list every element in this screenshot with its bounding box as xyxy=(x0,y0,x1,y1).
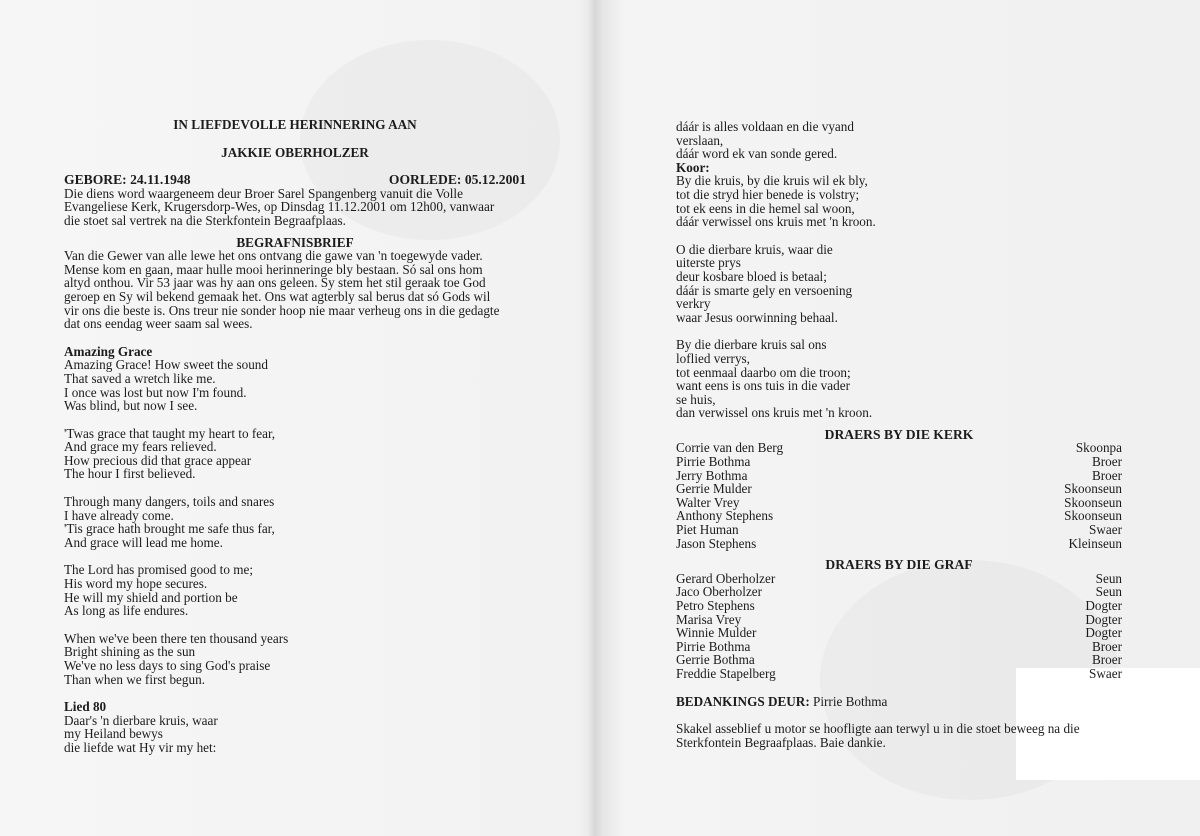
bearer-name: Walter Vrey xyxy=(676,494,740,510)
bearer-relation: Broer xyxy=(1091,638,1122,654)
lyric-line: Through many dangers, toils and snares xyxy=(64,494,275,510)
bearer-row xyxy=(676,509,1122,523)
lyric-line: The hour I first believed. xyxy=(64,466,196,482)
birth-date: GEBORE: 24.11.1948 xyxy=(64,172,191,188)
bearer-relation: Skoonseun xyxy=(1064,508,1122,524)
text-line: Die diens word waargeneem deur Broer Sarel Spangenberg vanuit die Volle xyxy=(64,185,463,201)
bearer-name: Gerard Oberholzer xyxy=(676,570,776,586)
closing-notice xyxy=(676,722,1122,749)
text-line: altyd onthou. Vir 53 jaar was hy aan ons geleen. Sy stem het stil geraak toe God xyxy=(64,275,486,291)
bearer-row xyxy=(676,537,1122,551)
bearer-name: Gerrie Mulder xyxy=(676,481,752,497)
lyric-line: verslaan, xyxy=(676,132,724,148)
bearer-relation: Kleinseun xyxy=(1068,535,1122,551)
lyric-line: That saved a wretch like me. xyxy=(64,370,216,386)
funeral-letter xyxy=(64,249,526,331)
lyric-line: Bright shining as the sun xyxy=(64,644,196,660)
text-line: dat ons eendag weer saam sal wees. xyxy=(64,316,253,332)
bearer-relation: Broer xyxy=(1091,467,1122,483)
bearer-relation: Dogter xyxy=(1085,598,1122,613)
bearer-row xyxy=(676,496,1122,510)
lyric-line: tot eenmaal daarbo om die troon; xyxy=(676,364,851,380)
lyric-line: waar Jesus oorwinning behaal. xyxy=(676,309,838,325)
text-line: Skakel asseblief u motor se hoofligte aan terwyl u in die stoet beweeg na die xyxy=(676,721,1080,737)
song-title: Amazing Grace xyxy=(64,343,153,359)
grave-bearers-title: DRAERS BY DIE GRAF xyxy=(825,557,973,573)
lyric-line: se huis, xyxy=(676,391,716,407)
lyric-line: And grace will lead me home. xyxy=(64,534,223,550)
text-line: Van die Gewer van alle lewe het ons ontvang die gawe van 'n toegewyde vader. xyxy=(64,248,483,264)
bearer-name: Winnie Mulder xyxy=(676,625,757,641)
lyric-line: dáár verwissel ons kruis met 'n kroon. xyxy=(676,214,876,230)
lyric-line: dáár is alles voldaan en die vyand xyxy=(676,119,854,134)
memorial-heading: IN LIEFDEVOLLE HERINNERING AAN xyxy=(173,117,417,132)
bearer-relation: Broer xyxy=(1091,454,1122,470)
song-verse xyxy=(64,427,526,481)
bearer-relation: Dogter xyxy=(1085,625,1122,641)
bearer-row xyxy=(676,613,1122,627)
bearer-relation: Seun xyxy=(1095,570,1122,586)
bearer-row xyxy=(676,482,1122,496)
thanks-name: Pirrie Bothma xyxy=(813,693,888,709)
bearer-row xyxy=(676,626,1122,640)
bearer-name: Jerry Bothma xyxy=(676,467,748,483)
lyric-line: He will my shield and portion be xyxy=(64,589,238,605)
right-page xyxy=(676,120,1122,749)
chorus-label: Koor: xyxy=(676,159,710,175)
bearer-relation: Seun xyxy=(1095,584,1122,600)
page-fold xyxy=(588,0,602,836)
bearer-name: Anthony Stephens xyxy=(676,508,774,524)
left-page xyxy=(64,118,526,755)
bearer-row xyxy=(676,441,1122,455)
song-verse xyxy=(64,495,526,549)
bearer-name: Marisa Vrey xyxy=(676,611,742,627)
church-bearers-list xyxy=(676,441,1122,550)
lyric-line: I have already come. xyxy=(64,507,174,523)
bearer-name: Gerrie Bothma xyxy=(676,652,755,668)
death-date: OORLEDE: 05.12.2001 xyxy=(388,172,526,188)
lyric-line: Amazing Grace! How sweet the sound xyxy=(64,357,268,373)
lyric-line: And grace my fears relieved. xyxy=(64,439,217,455)
bearer-row xyxy=(676,585,1122,599)
lyric-line: loflied verrys, xyxy=(676,350,750,366)
lyric-line: my Heiland bewys xyxy=(64,726,163,742)
song-title: Lied 80 xyxy=(64,699,107,715)
bearer-name: Piet Human xyxy=(676,522,739,538)
bearer-row xyxy=(676,469,1122,483)
bearer-row xyxy=(676,653,1122,667)
church-bearers-title: DRAERS BY DIE KERK xyxy=(824,426,974,442)
bearer-relation: Dogter xyxy=(1085,611,1122,627)
letter-title: BEGRAFNISBRIEF xyxy=(236,234,354,250)
bearer-name: Corrie van den Berg xyxy=(676,440,784,456)
bearer-relation: Skoonpa xyxy=(1075,440,1122,456)
lyric-line: The Lord has promised good to me; xyxy=(64,562,253,578)
bearer-row xyxy=(676,455,1122,469)
song-verse xyxy=(64,714,526,755)
song-verse xyxy=(64,632,526,686)
bearer-row xyxy=(676,667,1122,681)
song-verse xyxy=(64,358,526,412)
song-verse xyxy=(676,120,1122,229)
life-dates xyxy=(64,173,526,187)
bearer-name: Jaco Oberholzer xyxy=(676,584,763,600)
lyric-line: die liefde wat Hy vir my het: xyxy=(64,739,217,755)
lyric-line: We've no less days to sing God's praise xyxy=(64,658,271,673)
bearer-name: Petro Stephens xyxy=(676,598,755,613)
text-line: Evangeliese Kerk, Krugersdorp-Wes, op Dinsdag 11.12.2001 om 12h00, vanwaar xyxy=(64,199,495,215)
thanks-label: BEDANKINGS DEUR: xyxy=(676,693,810,709)
lyric-line: By die dierbare kruis sal ons xyxy=(676,337,827,353)
lyric-line: tot ek eens in die hemel sal woon, xyxy=(676,200,855,216)
bearer-relation: Skoonseun xyxy=(1064,481,1122,497)
lyric-line: uiterste prys xyxy=(676,255,741,271)
lyric-line: How precious did that grace appear xyxy=(64,452,252,468)
bearer-relation: Swaer xyxy=(1089,522,1122,538)
lyric-line: As long as life endures. xyxy=(64,603,189,619)
bearer-name: Freddie Stapelberg xyxy=(676,665,776,681)
bearer-row xyxy=(676,572,1122,586)
lyric-line: I once was lost but now I'm found. xyxy=(64,384,247,400)
lyric-line: dáár is smarte gely en versoening xyxy=(676,282,853,298)
bearer-row xyxy=(676,640,1122,654)
lyric-line: dan verwissel ons kruis met 'n kroon. xyxy=(676,405,873,421)
service-details xyxy=(64,187,526,228)
lyric-line: tot die stryd hier benede is volstry; xyxy=(676,186,860,202)
lyric-line: His word my hope secures. xyxy=(64,576,208,592)
text-line: vir ons die beste is. Ons treur nie sonder hoop nie maar verheug ons in die gedagte xyxy=(64,302,500,318)
song-verse xyxy=(676,243,1122,325)
text-line: Sterkfontein Begraafplaas. Baie dankie. xyxy=(676,734,886,750)
bearer-relation: Skoonseun xyxy=(1064,494,1122,510)
lyric-line: want eens is ons tuis in die vader xyxy=(676,378,850,394)
lyric-line: deur kosbare bloed is betaal; xyxy=(676,268,827,284)
song-verse xyxy=(64,563,526,617)
lyric-line: Than when we first begun. xyxy=(64,671,205,687)
bearer-relation: Broer xyxy=(1091,652,1122,668)
lyric-line: 'Tis grace hath brought me safe thus far, xyxy=(64,521,275,537)
thanks-line xyxy=(676,695,1122,709)
deceased-name: JAKKIE OBERHOLZER xyxy=(221,144,369,160)
bearer-name: Jason Stephens xyxy=(676,535,757,551)
lyric-line: Was blind, but now I see. xyxy=(64,398,198,414)
bearer-row xyxy=(676,523,1122,537)
lyric-line: Daar's 'n dierbare kruis, waar xyxy=(64,712,218,728)
song-verse xyxy=(676,338,1122,420)
lyric-line: dáár word ek van sonde gered. xyxy=(676,146,838,162)
lyric-line: By die kruis, by die kruis wil ek bly, xyxy=(676,173,868,189)
bearer-row xyxy=(676,599,1122,613)
lyric-line: O die dierbare kruis, waar die xyxy=(676,241,833,257)
lyric-line: When we've been there ten thousand years xyxy=(64,630,289,646)
grave-bearers-list xyxy=(676,572,1122,681)
text-line: die stoet sal vertrek na die Sterkfontein Begraafplaas. xyxy=(64,212,346,228)
bearer-name: Pirrie Bothma xyxy=(676,638,751,654)
bearer-relation: Swaer xyxy=(1089,665,1122,681)
text-line: geroep en Sy wil bekend gemaak het. Ons wat agterbly sal berus dat só Gods wil xyxy=(64,288,491,304)
text-line: Mense kom en gaan, maar hulle mooi herinneringe bly bestaan. Só sal ons hom xyxy=(64,261,483,277)
lyric-line: verkry xyxy=(676,296,711,312)
lyric-line: 'Twas grace that taught my heart to fear, xyxy=(64,425,276,441)
bearer-name: Pirrie Bothma xyxy=(676,454,751,470)
